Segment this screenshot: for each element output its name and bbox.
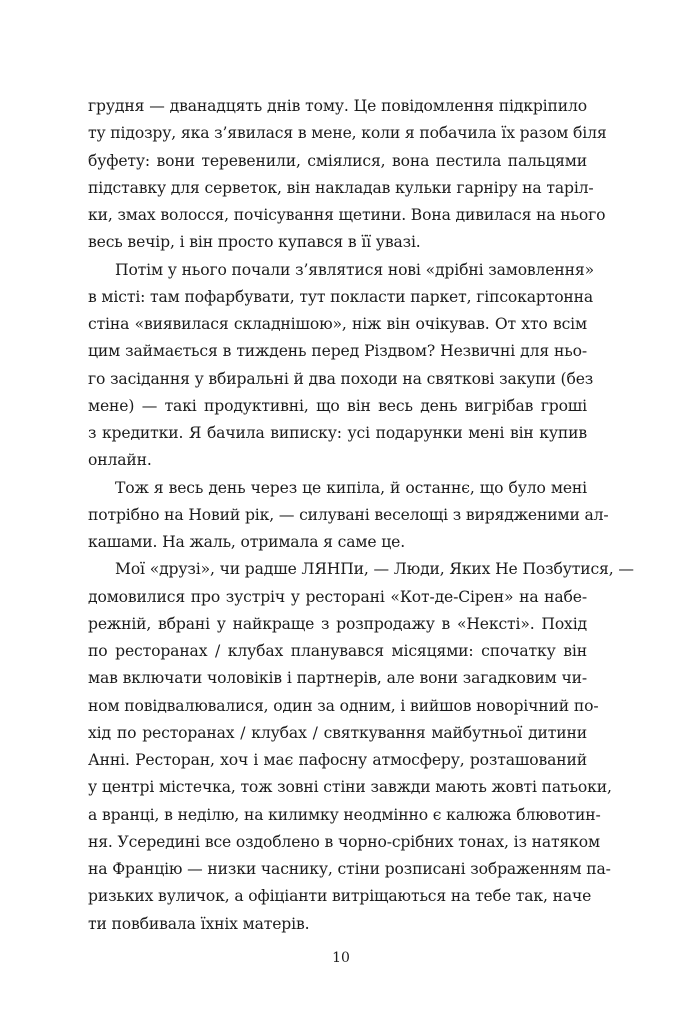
text-line: мене) — такі продуктивні, що він весь день вигрібав гроші [88,396,587,415]
text-line: ки, змах волосся, почісування щетини. Вона дивилася на нього [88,206,606,224]
text-line: онлайн. [88,451,152,470]
text-line: грудня — дванадцять днів тому. Це повідомлення підкріпило [88,97,587,115]
text-line: Анні. Ресторан, хоч і має пафосну атмосферу, розташований [88,751,587,769]
text-line: Потім у нього почали з’являтися нові «дрібні замовлення» [115,260,594,279]
text-line: Тож я весь день через це кипіла, й останнє, що було мені [115,478,587,497]
text-line: з кредитки. Я бачила виписку: усі подарунки мені він купив [88,424,587,442]
text-line: на Францію — низки часнику, стіни розписані зображенням па- [88,860,611,878]
text-line: режній, вбрані у найкраще з розпродажу в «Нексті». Похід [88,614,587,633]
text-line: ту підозру, яка з’явилася в мене, коли я побачила їх разом біля [88,124,607,143]
text-line: потрібно на Новий рік, — силувані веселощі з виряджeними ал- [88,505,609,524]
text-line: а вранці, в неділю, на килимку неодмінно є калюжа блювотин- [88,805,601,824]
text-line: го засідання у вбиральні й два походи на святкові закупи (без [88,369,594,388]
text-line: ти повбивала їхніх матерів. [88,914,310,933]
text-line: ном повідвалювалися, один за одним, і вийшов новорічний по- [88,696,599,715]
text-line: по ресторанах / клубах планувався місяцями: спочатку він [88,642,587,660]
text-line: ризьких вуличок, а офіціанти витріщаються на тебе так, наче [88,887,592,906]
text-line: мав включати чоловіків і партнерів, але вони загадковим чи- [88,669,587,688]
text-line: стіна «виявилася складнішою», ніж він очікував. От хто всім [88,315,587,333]
text-line: буфету: вони теревенили, сміялися, вона пестила пальцями [88,151,587,170]
text-line: підставку для серветок, він накладав кульки гарніру на таріл- [88,178,594,197]
text-line: кашами. На жаль, отримала я саме це. [88,533,406,551]
text-line: домовилися про зустріч у ресторані «Кот-де-Сірен» на набе- [88,587,587,606]
text-line: у центрі містечка, тож зовні стіни завжди мають жовті патьоки, [88,778,612,797]
body-text [88,93,634,938]
page-number: 10 [332,950,350,966]
text-line: ня. Усередині все оздоблено в чорно-срібних тонах, із натяком [88,832,600,851]
text-line: цим займається в тиждень перед Різдвом? Незвичні для ньо- [88,342,587,361]
text-line: хід по ресторанах / клубах / святкування майбутньої дитини [88,723,587,742]
text-line: Мої «друзі», чи радше ЛЯНПи, — Люди, Яких Не Позбутися, — [115,560,634,579]
text-line: в місті: там пофарбувати, тут покласти паркет, гіпсокартонна [88,287,594,306]
text-line: весь вечір, і він просто купався в її увазі. [88,233,421,252]
